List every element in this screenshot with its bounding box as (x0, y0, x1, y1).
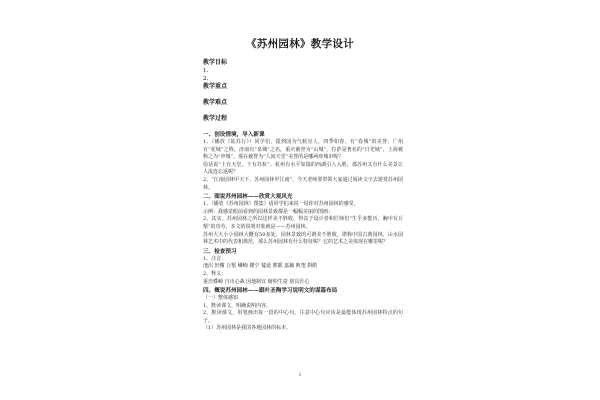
process-label: 教学过程 (203, 115, 228, 122)
section-3-para-1: 1、注音： (203, 255, 227, 262)
section-4-para-4: （1）苏州园林是我国各地园林的标本。 (203, 325, 292, 332)
section-4-para-3: 2、默读课文，用笔画出每一段的中心句，注意中心句应该是最能体现苏州园林特点的句子。 (203, 310, 403, 324)
section-3-para-3: 2、释义： (203, 270, 227, 277)
section-1-para-1: 1、（播放《姑苏行》）同学们，提到园为气候宜人，四季如春，有“春城”的美誉；广州有“花城”之称，济南有“泉城”之名，重庆被誉为“山城”，拉萨是著名的“日光城”，上海被称之为“申城”，那在被誉为“人间天堂”美誉的是哪两座城市呢？ (203, 139, 403, 161)
section-3-para-2: 池沼 轩榭 丘壑 嶙峋 镂空 蔓延 蓄都 嘉藕 败笔 斟酌 (203, 263, 318, 270)
section-1-title: 一、创设情境，导入新课 (203, 132, 265, 138)
section-4-para-1: （一）整体感知 (203, 295, 239, 302)
section-2-para-2: 示例：我感觉眼前看到的园林景致都是一幅幅美丽的图画； (203, 208, 334, 215)
difficult-label: 教学难点 (203, 99, 228, 106)
goal-1: 1、 (203, 68, 212, 74)
section-3-title: 三、检查预习 (203, 248, 237, 255)
section-2-title: 二、图说苏州园林——欣赏大观风光 (203, 194, 293, 201)
header-block (203, 59, 403, 83)
body-block (203, 131, 403, 333)
goals-label: 教学目标 (203, 59, 228, 66)
section-2-para-3: 2、其实，苏州园林之所以这样美不胜收，得益于设计者和匠师们“生乎多能历，胸中有丘壑”的功劳，本文的说明对象就是——苏州园林。 (203, 216, 403, 230)
goal-2: 2、 (203, 76, 212, 82)
section-3-para-4: 重峦叠嶂 自出心裁 因地制宜 俯仰生姿 别具匠心 (203, 278, 310, 285)
section-1-para-3: 2、“江南园林甲天下，苏州园林甲江南”，今天老师要带领大家通过阅读文字去游赏苏州园林。 (203, 176, 403, 191)
section-2-para-1: 1、（播放《苏州园林》图集）请同学们来说一说你对苏州园林的感受。 (203, 201, 359, 208)
key-label: 教学重点 (203, 83, 228, 90)
section-4-title: 四、概说苏州园林——跟叶圣陶学习说明文的谋篇布局 (203, 288, 338, 295)
section-2-para-4: 苏州大大小小园林大概有50多处，园林景致的可谓美不胜收，堪称中国古典园林，山水园林艺术中的代表和典范，那么苏州园林有什么特征呢？它的艺术之美体现在哪里呢？ (203, 231, 403, 246)
page-title: 《苏州园林》教学设计 (246, 38, 354, 50)
section-4-para-2: 1、默读课文，明确说明内容。 (203, 302, 272, 309)
section-1-para-2: 俗话说“上有天堂，下有苏杭”。杭州有水平如镜的西湖引人入胜，那苏州又有什么美景让人流连忘返呢？ (203, 161, 403, 176)
page-number: 1 (298, 373, 302, 378)
